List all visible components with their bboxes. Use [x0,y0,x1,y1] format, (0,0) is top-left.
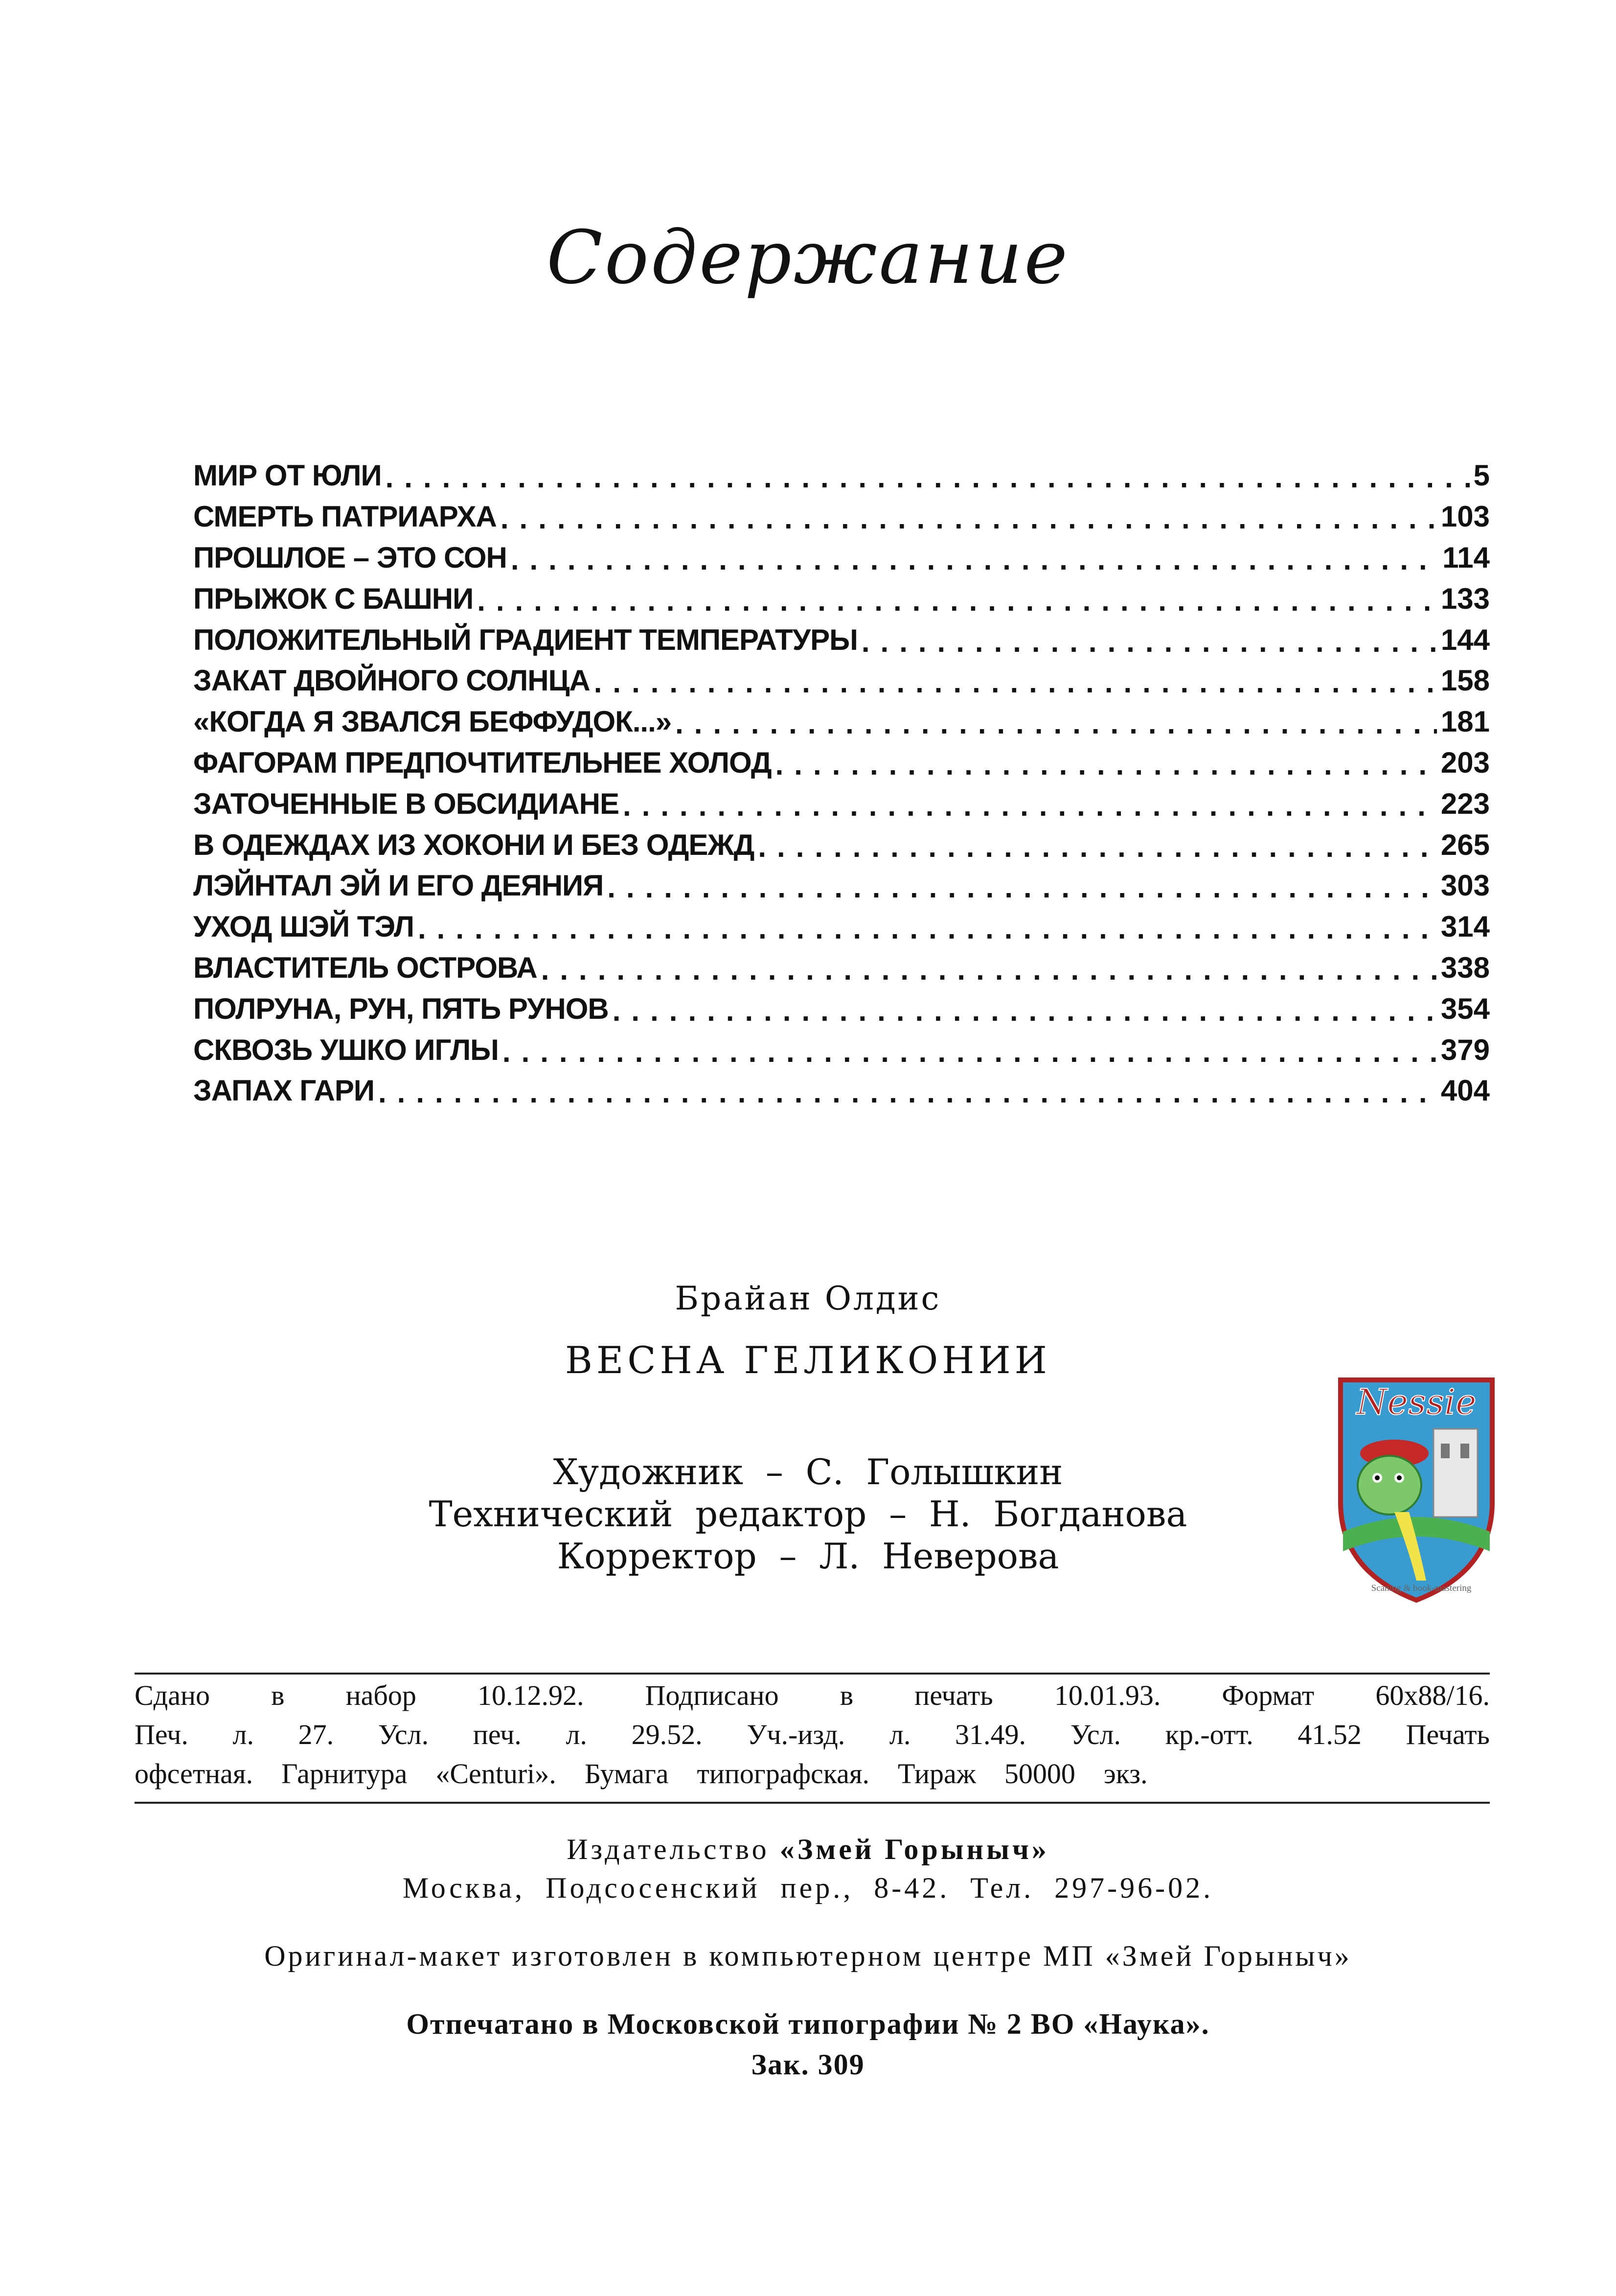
toc-entry [193,865,1490,906]
author-name: Брайан Олдис [675,1280,941,1317]
publisher-block [0,1833,1616,2082]
toc-entry-title: В ОДЕЖДАХ ИЗ ХОКОНИ И БЕЗ ОДЕЖД [193,828,754,861]
imprint-word: Печать [1406,1719,1490,1750]
imprint-word: 10.01.93. [1054,1679,1161,1711]
toc-dot-leader [418,912,1437,945]
credit-proofreader: Корректор – Л. Неверова [557,1536,1059,1577]
toc-entry-title: ПОЛОЖИТЕЛЬНЫЙ ГРАДИЕНТ ТЕМПЕРАТУРЫ [193,623,858,656]
toc-dot-leader [511,543,1438,576]
toc-entry-page: 144 [1440,623,1490,656]
toc-entry [193,578,1490,619]
toc-entry [193,947,1490,988]
imprint-word: печ. [473,1719,522,1750]
toc-entry-title: ПРЫЖОК С БАШНИ [193,582,474,615]
toc-entry-title: ФАГОРАМ ПРЕДПОЧТИТЕЛЬНЕЕ ХОЛОД [193,746,772,779]
toc-entry-page: 133 [1440,582,1490,615]
imprint-word: Усл. [378,1719,429,1750]
toc-entry [193,783,1490,824]
toc-dot-leader [862,625,1437,659]
imprint-word: печать [914,1679,993,1711]
imprint-word: 60x88/16. [1375,1679,1490,1711]
logo-caption: Scaning & book-mastering [1371,1583,1472,1593]
toc-entry-title: ЛЭЙНТАЛ ЭЙ И ЕГО ДЕЯНИЯ [193,869,604,902]
toc-dot-leader [541,953,1437,987]
toc-entry [193,824,1490,865]
toc-entry-title: ПРОШЛОЕ – ЭТО СОН [193,541,507,574]
toc-dot-leader [758,830,1437,864]
toc-entry-page: 314 [1440,910,1490,943]
toc-dot-leader [477,584,1437,618]
imprint-word: Печ. [135,1719,188,1750]
toc-entry [193,619,1490,660]
toc-entry-title: ПОЛРУНА, РУН, ПЯТЬ РУНОВ [193,992,609,1025]
credit-tech-editor: Технический редактор – Н. Богданова [429,1493,1187,1535]
toc-entry-page: 265 [1440,828,1490,861]
toc-dot-leader [501,502,1437,535]
toc-entry-page: 181 [1440,705,1490,738]
toc-dot-leader [613,994,1437,1028]
toc-entry-title: ЗАПАХ ГАРИ [193,1074,374,1107]
toc-entry [193,537,1490,578]
toc-entry-page: 158 [1440,664,1490,697]
order-number: Зак. 309 [751,2048,865,2081]
toc-dot-leader [623,789,1437,823]
imprint-line-2 [135,1715,1490,1754]
imprint-word: Уч.-изд. [747,1719,845,1750]
table-of-contents [193,455,1490,1111]
imprint-word: 41.52 [1297,1719,1362,1750]
toc-entry-title: УХОД ШЭЙ ТЭЛ [193,910,414,943]
imprint-word: 10.12.92. [477,1679,584,1711]
toc-entry [193,660,1490,701]
imprint-word: Сдано [135,1679,210,1711]
toc-entry-page: 338 [1440,951,1490,984]
toc-entry [193,906,1490,947]
toc-entry-page: 203 [1440,746,1490,779]
toc-entry [193,455,1490,496]
toc-entry-page: 114 [1442,541,1490,574]
imprint-word: 50000 [1004,1758,1075,1790]
logo-text: Nessie [1356,1381,1477,1423]
toc-dot-leader [502,1035,1437,1069]
original-layout-note: Оригинал-макет изготовлен в компьютерном центре МП «Змей Горыныч» [264,1940,1352,1972]
imprint-word: офсетная. [135,1758,253,1790]
imprint-word: в [840,1679,854,1711]
toc-entry [193,496,1490,537]
imprint-word: Тираж [898,1758,976,1790]
imprint-word: «Centuri». [435,1758,556,1790]
imprint-word: в [271,1679,285,1711]
toc-entry-title: «КОГДА Я ЗВАЛСЯ БЕФФУДОК...» [193,705,672,738]
imprint-line-1 [135,1676,1490,1715]
imprint-word: л. [566,1719,587,1750]
toc-entry [193,1029,1490,1070]
imprint-word: Усл. [1070,1719,1121,1750]
imprint-block [135,1676,1490,1793]
imprint-word: 27. [298,1719,334,1750]
imprint-word: 31.49. [955,1719,1026,1750]
toc-dot-leader [607,871,1437,904]
publisher-name: «Змей Горыныч» [779,1833,1049,1865]
toc-entry [193,1070,1490,1111]
toc-entry-page: 103 [1440,500,1490,533]
imprint-word: л. [889,1719,911,1750]
toc-entry-page: 379 [1440,1033,1490,1066]
publisher-line [0,1833,1616,1866]
toc-entry-title: МИР ОТ ЮЛИ [193,459,382,492]
toc-entry-title: СКВОЗЬ УШКО ИГЛЫ [193,1033,499,1066]
toc-entry-title: СМЕРТЬ ПАТРИАРХА [193,500,497,533]
publisher-label: Издательство [567,1833,780,1865]
page-title: Содержание [546,215,1070,300]
printing-note: Отпечатано в Московской типографии № 2 ВО «Наука». [406,2008,1210,2040]
toc-dot-leader [775,748,1437,781]
toc-dot-leader [675,707,1437,740]
credit-artist: Художник – С. Голышкин [553,1451,1063,1492]
divider-bottom [135,1802,1490,1804]
toc-entry-page: 223 [1440,787,1490,820]
toc-entry [193,742,1490,783]
toc-entry [193,988,1490,1029]
imprint-word: 29.52. [631,1719,703,1750]
toc-entry [193,701,1490,742]
imprint-word: л. [232,1719,254,1750]
imprint-word: набор [345,1679,416,1711]
imprint-word: Формат [1222,1679,1315,1711]
imprint-word: Подписано [645,1679,779,1711]
imprint-word: типографская. [697,1758,870,1790]
toc-dot-leader [378,1076,1437,1109]
toc-entry-title: ВЛАСТИТЕЛЬ ОСТРОВА [193,951,537,984]
toc-entry-title: ЗАКАТ ДВОЙНОГО СОЛНЦА [193,664,590,697]
toc-dot-leader [594,666,1437,699]
publisher-address: Москва, Подсосенский пер., 8-42. Тел. 297-96-02. [402,1872,1214,1904]
toc-entry-page: 303 [1440,869,1490,902]
imprint-word: Бумага [584,1758,669,1790]
imprint-word: Гарнитура [281,1758,408,1790]
toc-entry-page: 404 [1440,1074,1490,1107]
imprint-word: кр.-отт. [1165,1719,1253,1750]
divider-top [135,1673,1490,1675]
toc-dot-leader [386,460,1470,494]
toc-entry-page: 5 [1473,459,1490,492]
imprint-line-3 [135,1754,1490,1793]
book-title: ВЕСНА ГЕЛИКОНИИ [565,1338,1051,1382]
toc-entry-title: ЗАТОЧЕННЫЕ В ОБСИДИАНЕ [193,787,619,820]
toc-entry-page: 354 [1440,992,1490,1025]
imprint-word: экз. [1103,1758,1148,1790]
nessie-logo-icon [1336,1375,1497,1605]
